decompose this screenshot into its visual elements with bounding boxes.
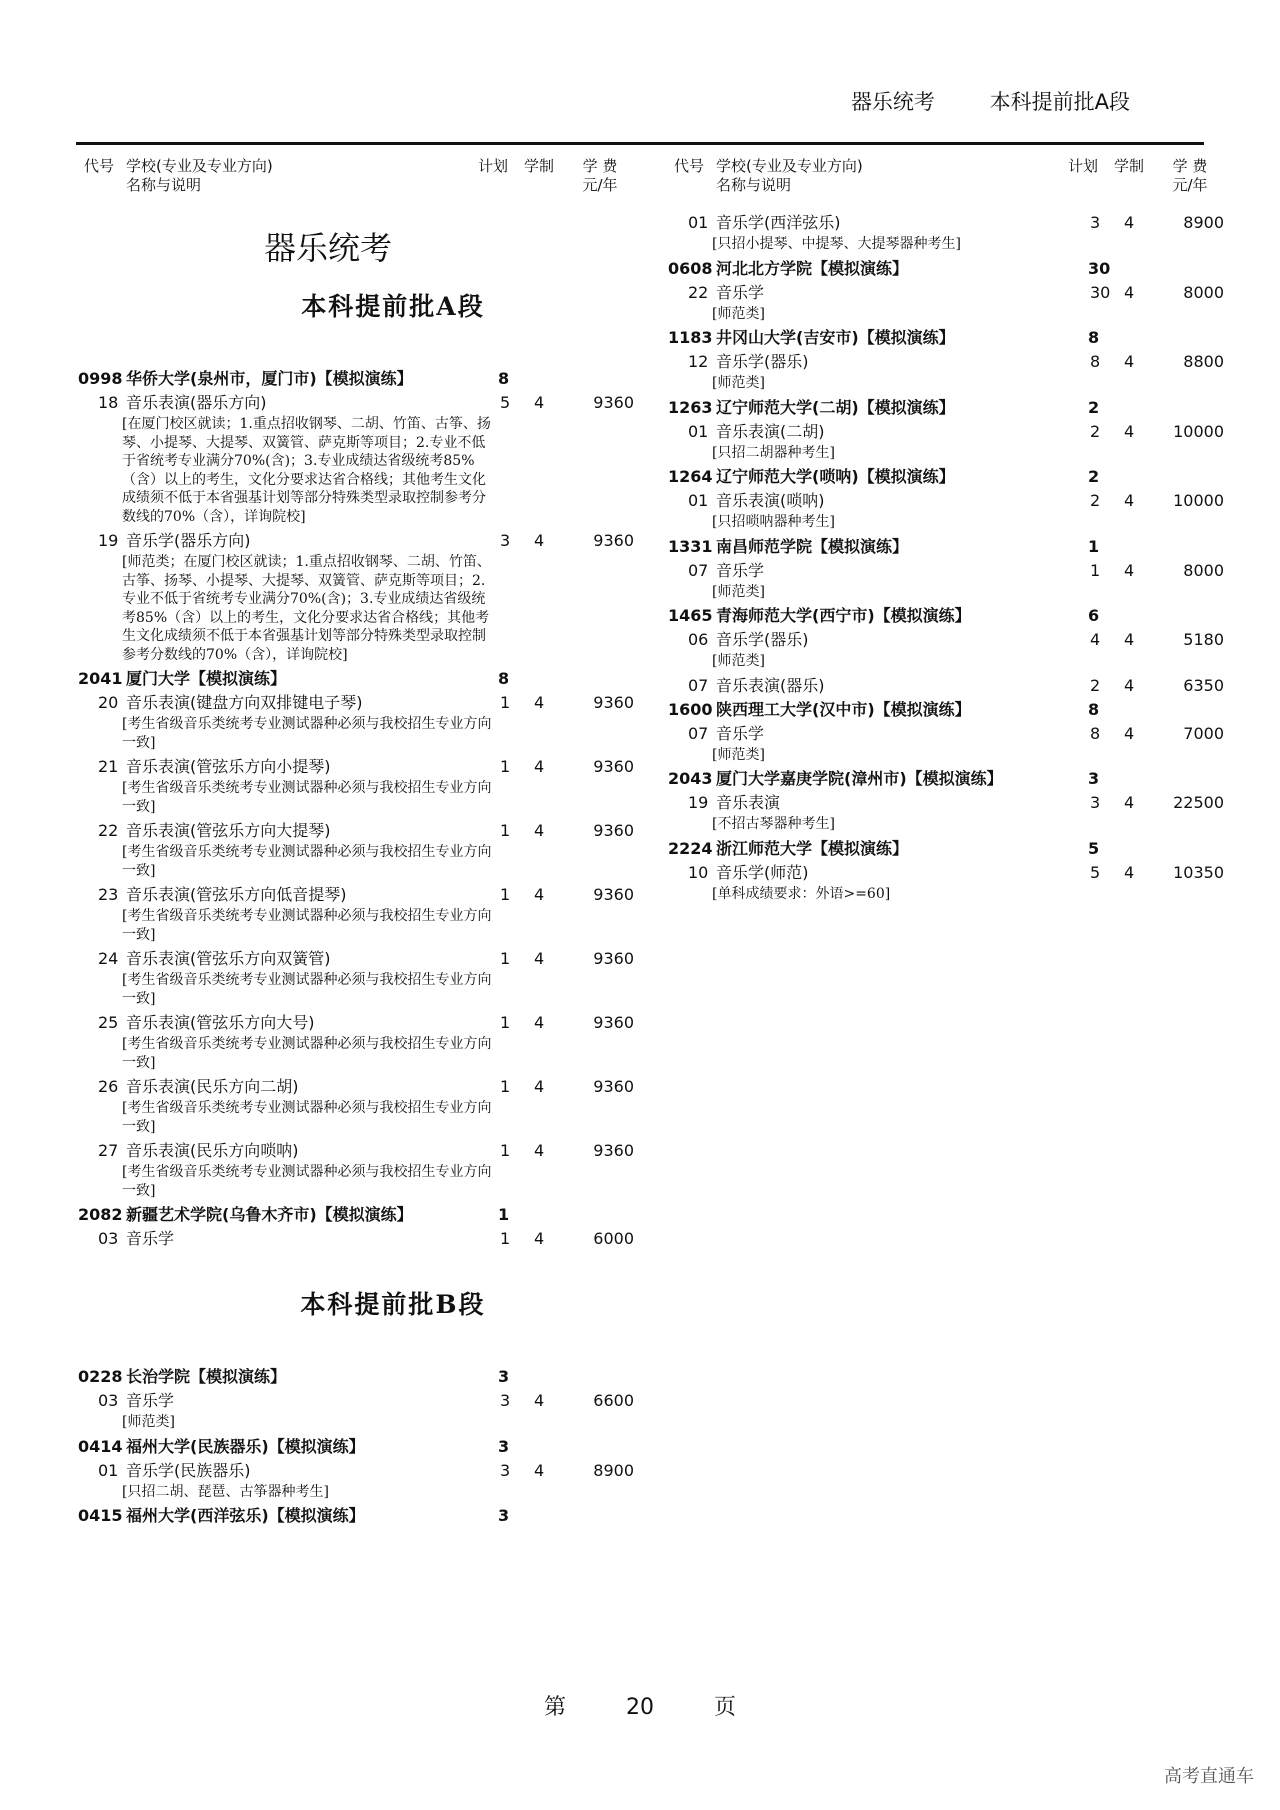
watermark: 高考直通车: [1164, 1766, 1254, 1787]
major-note: [单科成绩要求：外语>=60]: [712, 885, 891, 902]
major-name: 音乐学(西洋弦乐): [716, 213, 841, 232]
major-years: 4: [1124, 213, 1135, 232]
major-row: [78, 1139, 638, 1163]
school-row: [78, 1365, 638, 1389]
school-name: 井冈山大学(吉安市)【模拟演练】: [716, 328, 955, 347]
major-row: [668, 350, 1228, 374]
school-plan: 3: [498, 1436, 510, 1456]
major-name: 音乐学(民族器乐): [126, 1460, 251, 1480]
major-row: [668, 420, 1228, 444]
school-row: [78, 367, 638, 391]
major-fee: 9360: [593, 757, 634, 776]
school-name: 浙江师范大学【模拟演练】: [716, 838, 909, 858]
major-name: 音乐表演(管弦乐方向双簧管): [126, 949, 331, 968]
major-fee: 9360: [593, 821, 634, 840]
major-row: [668, 489, 1228, 513]
school-code: 1263: [668, 397, 713, 417]
major-name: 音乐表演(管弦乐方向小提琴): [126, 757, 331, 776]
col-school-label: 学校(专业及专业方向) 名称与说明: [126, 157, 273, 194]
major-row: [78, 947, 638, 971]
school-name: 辽宁师范大学(二胡)【模拟演练】: [716, 397, 955, 417]
major-row: [668, 674, 1228, 698]
major-code: 26: [98, 1077, 119, 1096]
major-note: [不招古琴器种考生]: [712, 816, 835, 832]
major-years: 4: [534, 821, 545, 840]
major-code: 19: [98, 531, 119, 550]
major-fee: 5180: [1183, 630, 1224, 649]
major-plan: 1: [500, 821, 511, 840]
school-plan: 3: [498, 1367, 510, 1386]
major-years: 4: [1124, 862, 1135, 882]
major-years: 4: [1124, 630, 1135, 649]
school-row: [668, 535, 1228, 559]
school-row: [668, 257, 1228, 281]
major-code: 19: [688, 793, 709, 812]
major-code: 01: [98, 1460, 119, 1480]
major-years: 4: [1124, 352, 1135, 371]
major-code: 07: [688, 723, 709, 743]
major-code: 03: [98, 1391, 119, 1410]
major-fee: 8000: [1183, 282, 1224, 302]
major-name: 音乐表演(二胡): [716, 421, 825, 441]
major-plan: 1: [500, 693, 511, 712]
column-header: [78, 155, 638, 203]
col-years-label: 学制: [1114, 157, 1145, 175]
major-years: 4: [534, 949, 545, 968]
header-batch: 本科提前批A段: [989, 90, 1130, 114]
major-note: [师范类]: [122, 1414, 175, 1430]
school-row: [668, 767, 1228, 791]
major-years: 4: [534, 1013, 545, 1032]
major-row: [78, 1459, 638, 1483]
school-name: 新疆艺术学院(乌鲁木齐市)【模拟演练】: [126, 1205, 413, 1224]
major-plan: 1: [1090, 560, 1101, 580]
major-row: [78, 1075, 638, 1099]
school-name: 青海师范大学(西宁市)【模拟演练】: [716, 606, 971, 625]
school-row: [668, 326, 1228, 350]
school-code: 1331: [668, 536, 713, 556]
major-name: 音乐表演: [716, 793, 781, 812]
school-code: 0998: [78, 369, 123, 388]
major-years: 4: [534, 1077, 545, 1096]
major-plan: 1: [500, 885, 511, 904]
major-row: [668, 211, 1228, 235]
col-plan-label: 计划: [478, 157, 509, 175]
major-note: [考生省级音乐类统考专业测试器种必须与我校招生专业方向一致]: [122, 908, 492, 943]
major-code: 22: [688, 282, 709, 302]
major-code: 06: [688, 630, 709, 649]
school-code: 0414: [78, 1436, 123, 1456]
col-years-label: 学制: [524, 157, 555, 175]
school-name: 华侨大学(泉州市，厦门市)【模拟演练】: [126, 369, 413, 388]
major-fee: 7000: [1183, 723, 1224, 743]
major-row: [78, 883, 638, 907]
school-plan: 30: [1088, 258, 1111, 278]
major-code: 07: [688, 560, 709, 580]
major-name: 音乐表演(键盘方向双排键电子琴): [126, 693, 363, 712]
major-plan: 3: [500, 531, 511, 550]
major-years: 4: [534, 1460, 545, 1480]
major-years: 4: [1124, 723, 1135, 743]
major-fee: 6600: [593, 1391, 634, 1410]
col-code-label: 代号: [84, 157, 115, 175]
major-fee: 9360: [593, 531, 634, 550]
school-code: 1465: [668, 606, 713, 625]
school-plan: 1: [498, 1205, 510, 1224]
major-plan: 2: [1090, 421, 1101, 441]
major-row: [668, 281, 1228, 305]
major-row: [78, 391, 638, 415]
major-plan: 2: [1090, 675, 1101, 695]
major-name: 音乐表演(民乐方向二胡): [126, 1077, 299, 1096]
school-name: 辽宁师范大学(唢呐)【模拟演练】: [716, 467, 955, 486]
major-years: 4: [534, 693, 545, 712]
school-code: 2224: [668, 838, 713, 858]
major-fee: 8900: [1183, 213, 1224, 232]
school-code: 1600: [668, 699, 713, 719]
major-plan: 30: [1090, 282, 1111, 302]
major-plan: 1: [500, 757, 511, 776]
school-code: 2043: [668, 769, 713, 788]
major-fee: 22500: [1173, 793, 1224, 812]
major-years: 4: [534, 757, 545, 776]
school-name: 河北北方学院【模拟演练】: [716, 258, 909, 278]
major-name: 音乐表演(器乐): [716, 675, 825, 695]
major-plan: 3: [500, 1460, 511, 1480]
major-code: 20: [98, 693, 119, 712]
batch-a-list: [78, 367, 638, 1251]
major-note: [师范类]: [712, 305, 765, 322]
major-note: [考生省级音乐类统考专业测试器种必须与我校招生专业方向一致]: [122, 844, 492, 879]
major-fee: 9360: [593, 949, 634, 968]
major-fee: 9360: [593, 885, 634, 904]
major-years: 4: [534, 1391, 545, 1410]
major-note: [师范类]: [712, 746, 765, 763]
major-code: 27: [98, 1141, 119, 1160]
major-name: 音乐学: [716, 560, 765, 580]
header-section: 器乐统考: [850, 90, 935, 114]
major-row: [78, 755, 638, 779]
major-plan: 5: [500, 393, 511, 412]
major-name: 音乐表演(管弦乐方向大提琴): [126, 821, 331, 840]
major-note: [只招小提琴、中提琴、大提琴器种考生]: [712, 236, 961, 252]
major-code: 18: [98, 393, 119, 412]
major-years: 4: [1124, 491, 1135, 510]
major-plan: 8: [1090, 352, 1101, 371]
left-column: [78, 155, 638, 1528]
major-fee: 9360: [593, 393, 634, 412]
major-fee: 6000: [593, 1229, 634, 1248]
major-code: 21: [98, 757, 119, 776]
school-name: 厦门大学【模拟演练】: [126, 669, 287, 688]
major-name: 音乐表演(管弦乐方向大号): [126, 1013, 315, 1032]
school-row: [78, 1435, 638, 1459]
major-fee: 9360: [593, 1077, 634, 1096]
school-plan: 8: [498, 369, 510, 388]
major-row: [668, 791, 1228, 815]
major-row: [78, 819, 638, 843]
school-code: 1264: [668, 467, 713, 486]
school-name: 福州大学(西洋弦乐)【模拟演练】: [126, 1506, 365, 1525]
right-list: [668, 211, 1228, 903]
major-years: 4: [1124, 560, 1135, 580]
major-plan: 1: [500, 1077, 511, 1096]
batch-b-title: 本科提前批B段: [300, 1290, 486, 1319]
major-row: [668, 628, 1228, 652]
major-note: [师范类]: [712, 375, 765, 391]
major-name: 音乐表演(唢呐): [716, 491, 825, 510]
major-name: 音乐表演(器乐方向): [126, 393, 267, 412]
school-plan: 6: [1088, 606, 1100, 625]
school-code: 0228: [78, 1367, 123, 1386]
school-row: [78, 667, 638, 691]
major-note: [只招二胡器种考生]: [712, 444, 835, 461]
major-code: 25: [98, 1013, 119, 1032]
col-school-label: 学校(专业及专业方向) 名称与说明: [716, 157, 863, 194]
major-years: 4: [534, 393, 545, 412]
major-fee: 10350: [1173, 862, 1224, 882]
major-code: 10: [688, 862, 709, 882]
major-row: [78, 1011, 638, 1035]
major-note: [在厦门校区就读；1.重点招收钢琴、二胡、竹笛、古筝、扬琴、小提琴、大提琴、双簧管、萨克斯等项目；2.专业不低于省统考专业满分70%(含)；3.专业成绩达省级统考85%（含）以上的考生，文化分要求达省合格线；其他考生文化成绩须不低于本省强基计划等部分特殊类型录取控制参考分数线的70%（含），详询院校]: [122, 416, 491, 525]
batch-b-list: [78, 1365, 638, 1528]
school-plan: 3: [498, 1506, 510, 1525]
school-name: 福州大学(民族器乐)【模拟演练】: [126, 1436, 365, 1456]
major-note: [考生省级音乐类统考专业测试器种必须与我校招生专业方向一致]: [122, 972, 492, 1007]
school-code: 0415: [78, 1506, 123, 1525]
major-plan: 2: [1090, 491, 1101, 510]
school-row: [668, 698, 1228, 722]
school-row: [668, 465, 1228, 489]
major-note: [师范类；在厦门校区就读；1.重点招收钢琴、二胡、竹笛、古筝、扬琴、小提琴、大提琴、双簧管、萨克斯等项目；2.专业不低于省统考专业满分70%(含)；3.专业成绩达省级统考85%（含）以上的考生，文化分要求达省合格线；其他考生文化成绩须不低于本省强基计划等部分特殊类型录取控制参考分数线的70%（含），详询院校]: [122, 554, 491, 663]
major-years: 4: [1124, 675, 1135, 695]
school-code: 0608: [668, 258, 713, 278]
major-fee: 9360: [593, 1141, 634, 1160]
major-note: [考生省级音乐类统考专业测试器种必须与我校招生专业方向一致]: [122, 1036, 492, 1071]
header-rule: [76, 142, 1204, 145]
school-code: 2082: [78, 1205, 123, 1224]
section-title: 器乐统考: [263, 229, 392, 267]
major-row: [668, 559, 1228, 583]
major-plan: 4: [1090, 630, 1101, 649]
major-years: 4: [534, 1141, 545, 1160]
school-row: [668, 396, 1228, 420]
major-plan: 1: [500, 1229, 511, 1248]
page-number: 第 20 页: [543, 1695, 737, 1720]
major-name: 音乐学: [126, 1391, 175, 1410]
col-fee-label: 学 费 元/年: [582, 157, 618, 194]
school-row: [78, 1203, 638, 1227]
major-plan: 3: [500, 1391, 511, 1410]
major-name: 音乐学(器乐): [716, 352, 809, 371]
major-name: 音乐表演(民乐方向唢呐): [126, 1141, 299, 1160]
major-row: [78, 691, 638, 715]
major-code: 01: [688, 213, 709, 232]
major-fee: 10000: [1173, 491, 1224, 510]
major-fee: 6350: [1183, 675, 1224, 695]
column-header: [668, 155, 1228, 203]
major-note: [只招二胡、琵琶、古筝器种考生]: [122, 1483, 329, 1500]
major-plan: 3: [1090, 213, 1101, 232]
school-plan: 8: [1088, 699, 1100, 719]
school-plan: 8: [1088, 328, 1100, 347]
school-row: [668, 837, 1228, 861]
major-code: 22: [98, 821, 119, 840]
major-note: [考生省级音乐类统考专业测试器种必须与我校招生专业方向一致]: [122, 716, 492, 751]
major-fee: 8900: [593, 1460, 634, 1480]
school-plan: 3: [1088, 769, 1100, 788]
major-row: [78, 1227, 638, 1251]
major-years: 4: [1124, 282, 1135, 302]
school-plan: 2: [1088, 397, 1100, 417]
major-fee: 9360: [593, 1013, 634, 1032]
school-code: 2041: [78, 669, 123, 688]
major-code: 12: [688, 352, 709, 371]
major-years: 4: [1124, 421, 1135, 441]
page-header: [803, 86, 1130, 116]
school-row: [78, 1504, 638, 1528]
major-years: 4: [534, 1229, 545, 1248]
school-row: [668, 604, 1228, 628]
major-row: [668, 722, 1228, 746]
major-note: [只招唢呐器种考生]: [712, 514, 835, 530]
school-name: 陕西理工大学(汉中市)【模拟演练】: [716, 699, 971, 719]
major-years: 4: [534, 531, 545, 550]
major-fee: 8000: [1183, 560, 1224, 580]
major-note: [考生省级音乐类统考专业测试器种必须与我校招生专业方向一致]: [122, 1100, 492, 1135]
major-plan: 1: [500, 1013, 511, 1032]
school-plan: 1: [1088, 536, 1100, 556]
major-plan: 8: [1090, 723, 1101, 743]
school-plan: 2: [1088, 467, 1100, 486]
major-name: 音乐学: [126, 1229, 175, 1248]
major-name: 音乐学: [716, 723, 765, 743]
school-name: 厦门大学嘉庚学院(漳州市)【模拟演练】: [716, 769, 1003, 788]
major-plan: 3: [1090, 793, 1101, 812]
major-name: 音乐学(器乐方向): [126, 531, 251, 550]
col-code-label: 代号: [674, 157, 705, 175]
major-note: [考生省级音乐类统考专业测试器种必须与我校招生专业方向一致]: [122, 1164, 492, 1199]
major-row: [78, 1389, 638, 1413]
major-plan: 5: [1090, 862, 1101, 882]
col-fee-label: 学 费 元/年: [1172, 157, 1208, 194]
major-code: 07: [688, 675, 709, 695]
school-name: 南昌师范学院【模拟演练】: [716, 536, 909, 556]
major-row: [78, 529, 638, 553]
major-code: 03: [98, 1229, 119, 1248]
major-name: 音乐学: [716, 282, 765, 302]
major-name: 音乐学(器乐): [716, 630, 809, 649]
right-column: [668, 155, 1228, 906]
major-fee: 9360: [593, 693, 634, 712]
major-note: [师范类]: [712, 653, 765, 669]
school-plan: 8: [498, 669, 510, 688]
major-years: 4: [1124, 793, 1135, 812]
batch-a-title: 本科提前批A段: [301, 292, 485, 321]
school-code: 1183: [668, 328, 713, 347]
major-code: 01: [688, 421, 709, 441]
major-row: [668, 861, 1228, 885]
major-note: [师范类]: [712, 583, 765, 600]
major-plan: 1: [500, 1141, 511, 1160]
major-fee: 8800: [1183, 352, 1224, 371]
major-code: 23: [98, 885, 119, 904]
major-name: 音乐表演(管弦乐方向低音提琴): [126, 885, 347, 904]
school-plan: 5: [1088, 838, 1100, 858]
major-code: 24: [98, 949, 119, 968]
major-plan: 1: [500, 949, 511, 968]
major-years: 4: [534, 885, 545, 904]
major-code: 01: [688, 491, 709, 510]
major-name: 音乐学(师范): [716, 862, 809, 882]
major-note: [考生省级音乐类统考专业测试器种必须与我校招生专业方向一致]: [122, 780, 492, 815]
major-fee: 10000: [1173, 421, 1224, 441]
school-name: 长治学院【模拟演练】: [126, 1367, 287, 1386]
col-plan-label: 计划: [1068, 157, 1099, 175]
